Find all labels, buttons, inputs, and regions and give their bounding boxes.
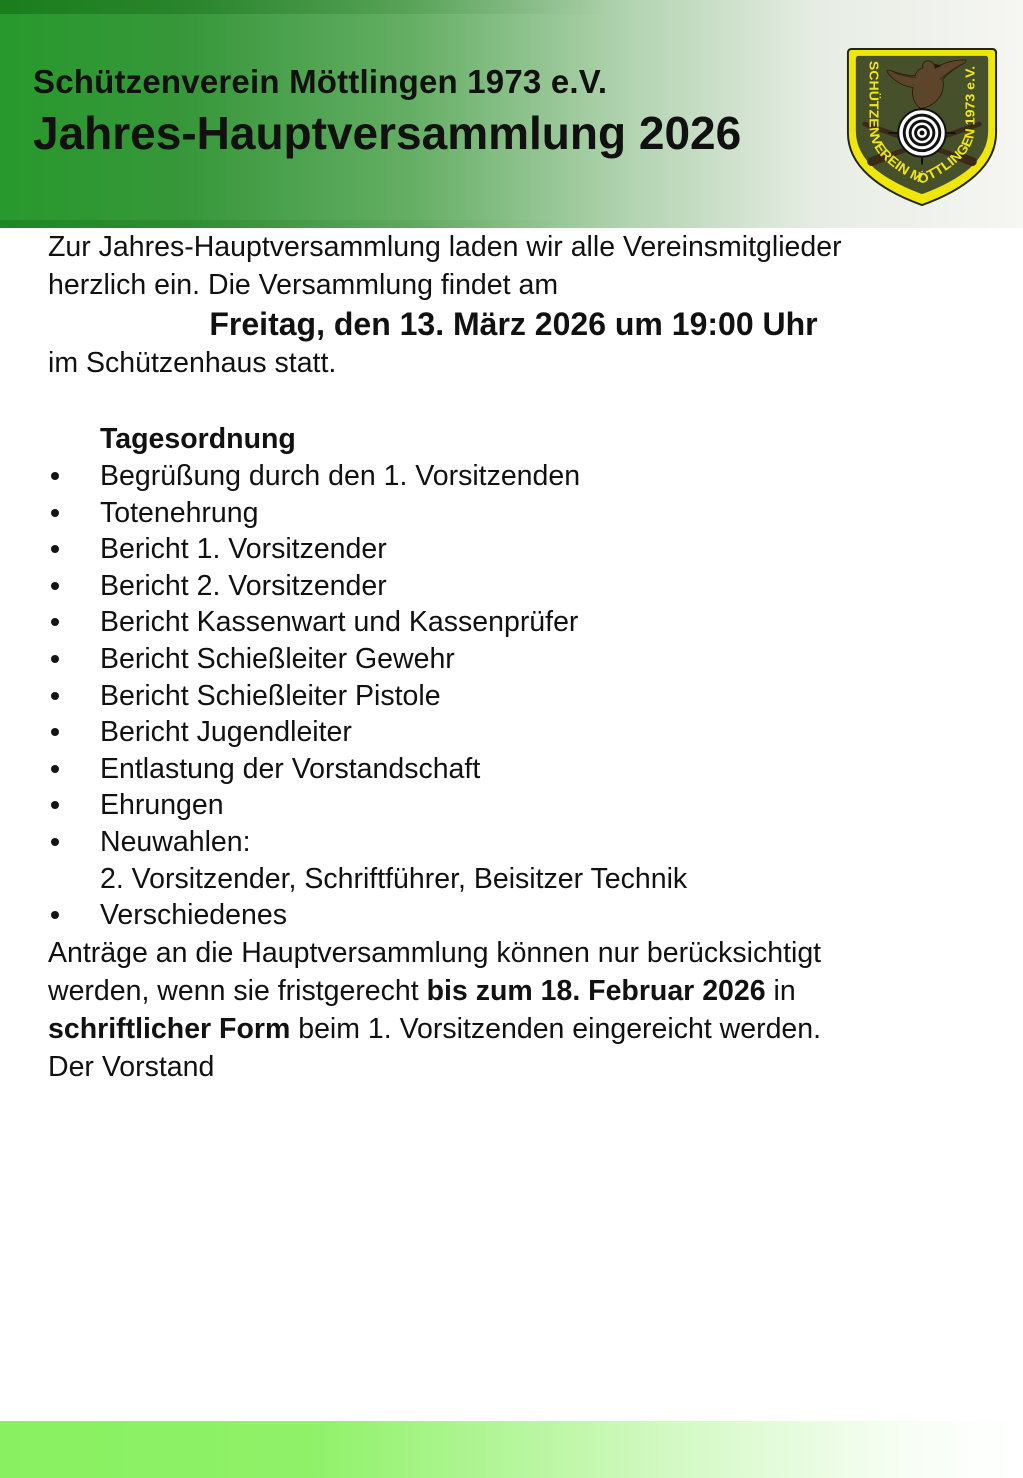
agenda-item-label: Ehrungen <box>100 789 224 822</box>
intro-paragraph <box>48 228 979 304</box>
signature-line: Der Vorstand <box>48 1050 215 1083</box>
agenda-item <box>48 751 979 788</box>
bullet-icon <box>51 545 59 553</box>
requests-paragraph <box>48 934 979 1048</box>
requests-line2-post: in <box>765 974 796 1007</box>
intro-line2: herzlich ein. Die Versammlung findet am <box>48 269 559 301</box>
requests-deadline: bis zum 18. Februar 2026 <box>426 974 766 1007</box>
agenda-item <box>48 495 979 532</box>
agenda-item-label: Verschiedenes <box>100 899 287 932</box>
bullet-icon <box>51 582 59 590</box>
bullet-icon <box>51 509 59 517</box>
bullet-icon <box>51 618 59 626</box>
page-title: Jahres-Hauptversammlung 2026 <box>33 107 742 159</box>
meeting-datetime: Freitag, den 13. März 2026 um 19:00 Uhr <box>209 306 818 342</box>
bullet-icon <box>51 911 59 919</box>
agenda-item <box>48 641 979 678</box>
bullet-icon <box>51 655 59 663</box>
footer-band <box>0 1421 1023 1478</box>
agenda-heading: Tagesordnung <box>100 423 296 455</box>
agenda-item-label: Neuwahlen: <box>100 825 251 858</box>
agenda-item-label: Entlastung der Vorstandschaft <box>100 752 481 785</box>
agenda-item <box>48 568 979 605</box>
content <box>48 228 979 1086</box>
agenda-item-label: Bericht Schießleiter Gewehr <box>100 642 455 675</box>
agenda-item <box>48 458 979 495</box>
agenda-item <box>48 897 979 934</box>
agenda-item-label: Bericht 1. Vorsitzender <box>100 533 387 566</box>
requests-line1: Anträge an die Hauptversammlung können nur berücksichtigt <box>48 936 822 969</box>
intro-line1: Zur Jahres-Hauptversammlung laden wir alle Vereinsmitglieder <box>48 231 842 263</box>
bullet-icon <box>51 801 59 809</box>
agenda-item-label: Bericht Jugendleiter <box>100 716 352 749</box>
bullet-icon <box>51 472 59 480</box>
agenda-item-subline: 2. Vorsitzender, Schriftführer, Beisitzer Technik <box>100 862 688 895</box>
bullet-icon <box>51 765 59 773</box>
requests-line2-pre: werden, wenn sie fristgerecht <box>48 974 427 1007</box>
club-name: Schützenverein Möttlingen 1973 e.V. <box>33 63 608 100</box>
agenda-item <box>48 714 979 751</box>
agenda-item-label: Begrüßung durch den 1. Vorsitzenden <box>100 460 581 492</box>
agenda-item <box>48 678 979 715</box>
logo-ring-text: SCHÜTZENVEREIN MÖTTLINGEN 1973 e.V. <box>866 60 978 187</box>
header-banner <box>0 0 1023 228</box>
requests-form: schriftlicher Form <box>48 1012 291 1045</box>
agenda-item <box>48 787 979 824</box>
agenda-item <box>48 604 979 641</box>
header-text <box>33 62 741 159</box>
bullet-icon <box>51 728 59 736</box>
agenda-item-label: Bericht Kassenwart und Kassenprüfer <box>100 606 579 639</box>
agenda-item-label: Bericht 2. Vorsitzender <box>100 569 387 602</box>
agenda-item-label: Bericht Schießleiter Pistole <box>100 679 441 712</box>
bullet-icon <box>51 692 59 700</box>
bullet-icon <box>51 838 59 846</box>
requests-line3-post: beim 1. Vorsitzenden eingereicht werden. <box>290 1012 822 1045</box>
agenda-item <box>48 531 979 568</box>
club-logo-icon <box>843 46 1001 208</box>
agenda-item <box>48 824 979 897</box>
venue-line: im Schützenhaus statt. <box>48 347 337 379</box>
agenda-list <box>48 458 979 934</box>
agenda-item-label: Totenehrung <box>100 496 259 529</box>
